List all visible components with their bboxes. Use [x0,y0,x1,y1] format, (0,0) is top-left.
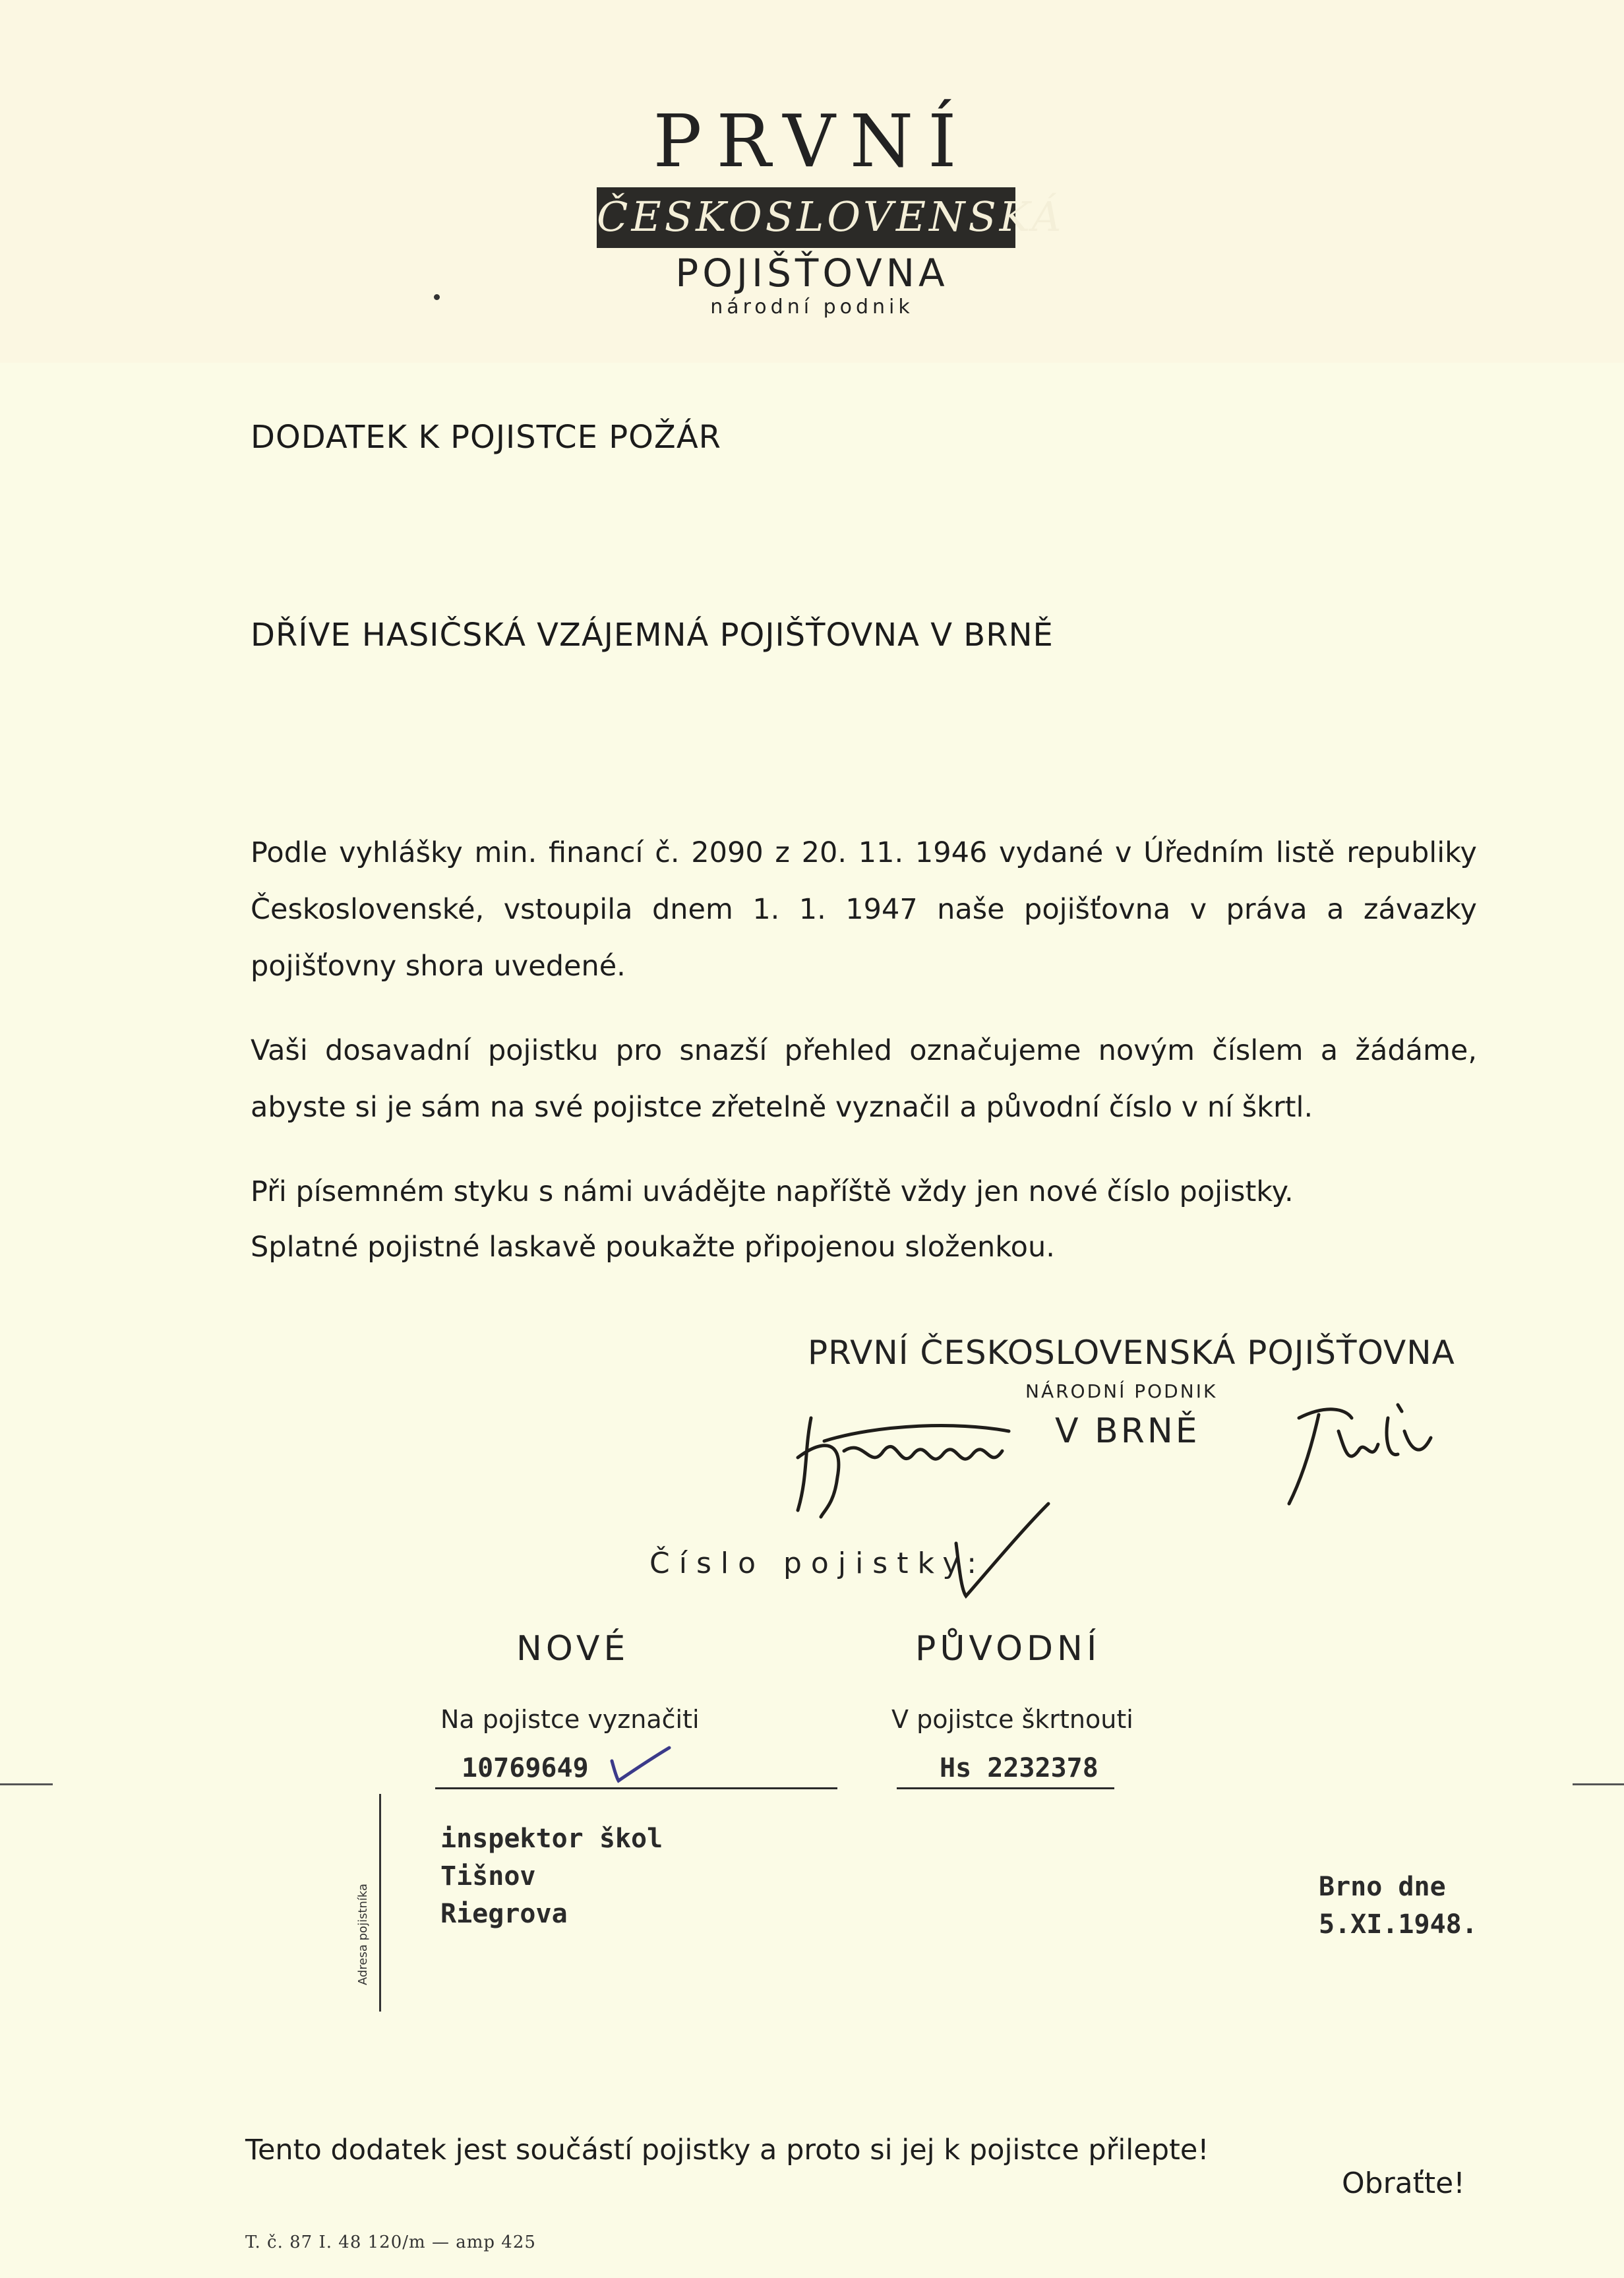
paragraph-1: Podle vyhlášky min. financí č. 2090 z 20. 11. 1946 vydané v Úředním listě republiky Československé, vstoupila dnem 1. 1. 1947 naše pojišťovna v práva a závazky pojišťovny shora uvedené. [251,836,1477,983]
original-policy-number: Hs 2232378 [940,1753,1098,1783]
address-side-label: Adresa pojistníka [356,1883,370,1985]
document-title: DODATEK K POJISTCE POŽÁR [251,419,721,456]
address-line-1: inspektor škol [440,1824,663,1854]
date-value: 5.XI.1948. [1319,1909,1478,1940]
letterhead-line-1: PRVNÍ [653,99,971,183]
handwritten-signature-right [1273,1392,1451,1510]
address-line-3: Riegrova [440,1899,568,1929]
paragraph-3-line-2: Splatné pojistné laskavě poukažte připojenou složenkou. [251,1231,1055,1264]
turn-over-note: Obraťte! [1342,2167,1465,2200]
address-line-2: Tišnov [440,1861,536,1892]
date-label: Brno dne [1319,1872,1446,1902]
letterhead-line-4: národní podnik [710,295,914,319]
check-mark-large [943,1497,1055,1609]
policy-number-label: Číslo pojistky: [649,1547,986,1580]
former-company: DŘÍVE HASIČSKÁ VZÁJEMNÁ POJIŠŤOVNA V BRNĚ [251,617,1054,654]
print-code: T. č. 87 I. 48 120/m — amp 425 [245,2232,536,2252]
paragraph-3-line-1: Při písemném styku s námi uvádějte napříště vždy jen nové číslo pojistky. [251,1175,1294,1208]
new-heading: NOVÉ [516,1629,630,1669]
fold-mark-right [1573,1783,1624,1785]
new-instruction: Na pojistce vyznačiti [440,1705,700,1734]
signature-subtitle: NÁRODNÍ PODNIK [1025,1380,1218,1402]
letterhead-line-2: ČESKOSLOVENSKÁ [597,193,1065,241]
signature-company: PRVNÍ ČESKOSLOVENSKÁ POJIŠŤOVNA [808,1334,1455,1372]
signature-city: V BRNĚ [1055,1411,1200,1451]
footer-note: Tento dodatek jest součástí pojistky a proto si jej k pojistce přilepte! [245,2134,1209,2167]
original-number-rule [897,1787,1114,1789]
address-divider [379,1794,381,2012]
fold-mark-left [0,1783,53,1785]
new-policy-number: 10769649 [462,1753,589,1783]
new-number-rule [435,1787,837,1789]
original-instruction: V pojistce škrtnouti [891,1705,1133,1734]
paragraph-2: Vaši dosavadní pojistku pro snazší přehled označujeme novým číslem a žádáme, abyste si je sám na své pojistce zřetelně vyznačil a původní číslo v ní škrtl. [251,1034,1477,1124]
ink-dot [434,294,440,300]
letterhead-line-3: POJIŠŤOVNA [675,251,949,295]
check-mark-small [607,1741,673,1787]
original-heading: PŮVODNÍ [915,1629,1101,1669]
